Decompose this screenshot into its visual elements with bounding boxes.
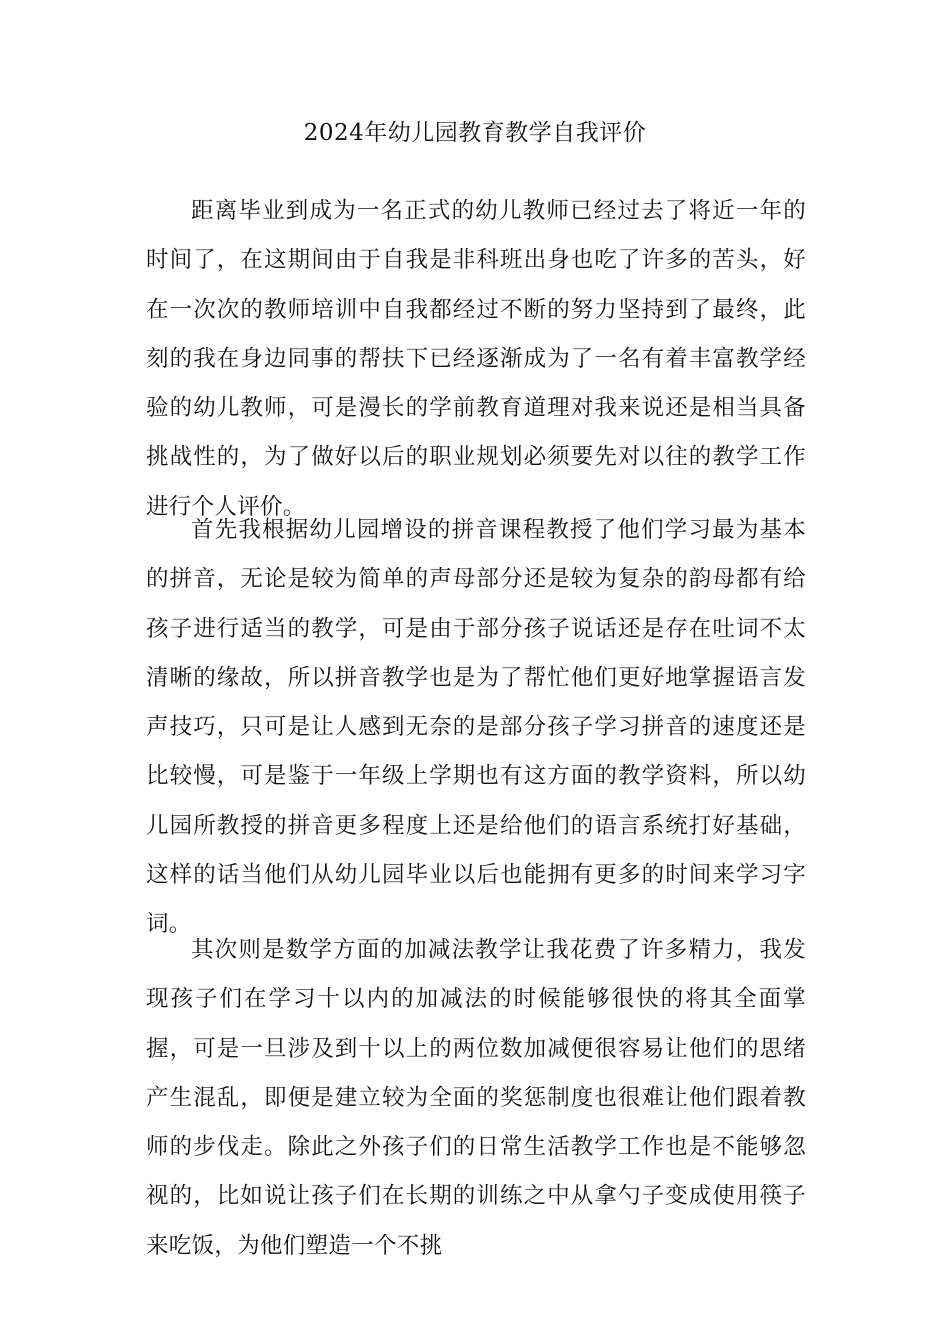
document-title: 2024年幼儿园教育教学自我评价 [303, 120, 647, 146]
paragraph-pinyin-teaching: 首先我根据幼儿园增设的拼音课程教授了他们学习最为基本的拼音，无论是较为简单的声母部分还是较为复杂的韵母都有给孩子进行适当的教学，可是由于部分孩子说话还是存在吐词不太清晰的缘故，所以拼音教学也是为了帮忙他们更好地掌握语言发声技巧，只可是让人感到无奈的是部分孩子学习拼音的速度还是比较慢，可是鉴于一年级上学期也有这方面的教学资料，所以幼儿园所教授的拼音更多程度上还是给他们的语言系统打好基础，这样的话当他们从幼儿园毕业以后也能拥有更多的时间来学习字词。 [146, 517, 806, 938]
paragraph-math-teaching: 其次则是数学方面的加减法教学让我花费了许多精力，我发现孩子们在学习十以内的加减法的时候能够很快的将其全面掌握，可是一旦涉及到十以上的两位数加减便很容易让他们的思绪产生混乱，即便是建立较为全面的奖惩制度也很难让他们跟着教师的步伐走。除此之外孩子们的日常生活教学工作也是不能够忽视的，比如说让孩子们在长期的训练之中从拿勺子变成使用筷子来吃饭，为他们塑造一个不挑 [146, 937, 806, 1259]
paragraph-intro: 距离毕业到成为一名正式的幼儿教师已经过去了将近一年的时间了，在这期间由于自我是非科班出身也吃了许多的苦头，好在一次次的教师培训中自我都经过不断的努力坚持到了最终，此刻的我在身边同事的帮扶下已经逐渐成为了一名有着丰富教学经验的幼儿教师，可是漫长的学前教育道理对我来说还是相当具备挑战性的，为了做好以后的职业规划必须要先对以往的教学工作进行个人评价。 [146, 198, 806, 520]
